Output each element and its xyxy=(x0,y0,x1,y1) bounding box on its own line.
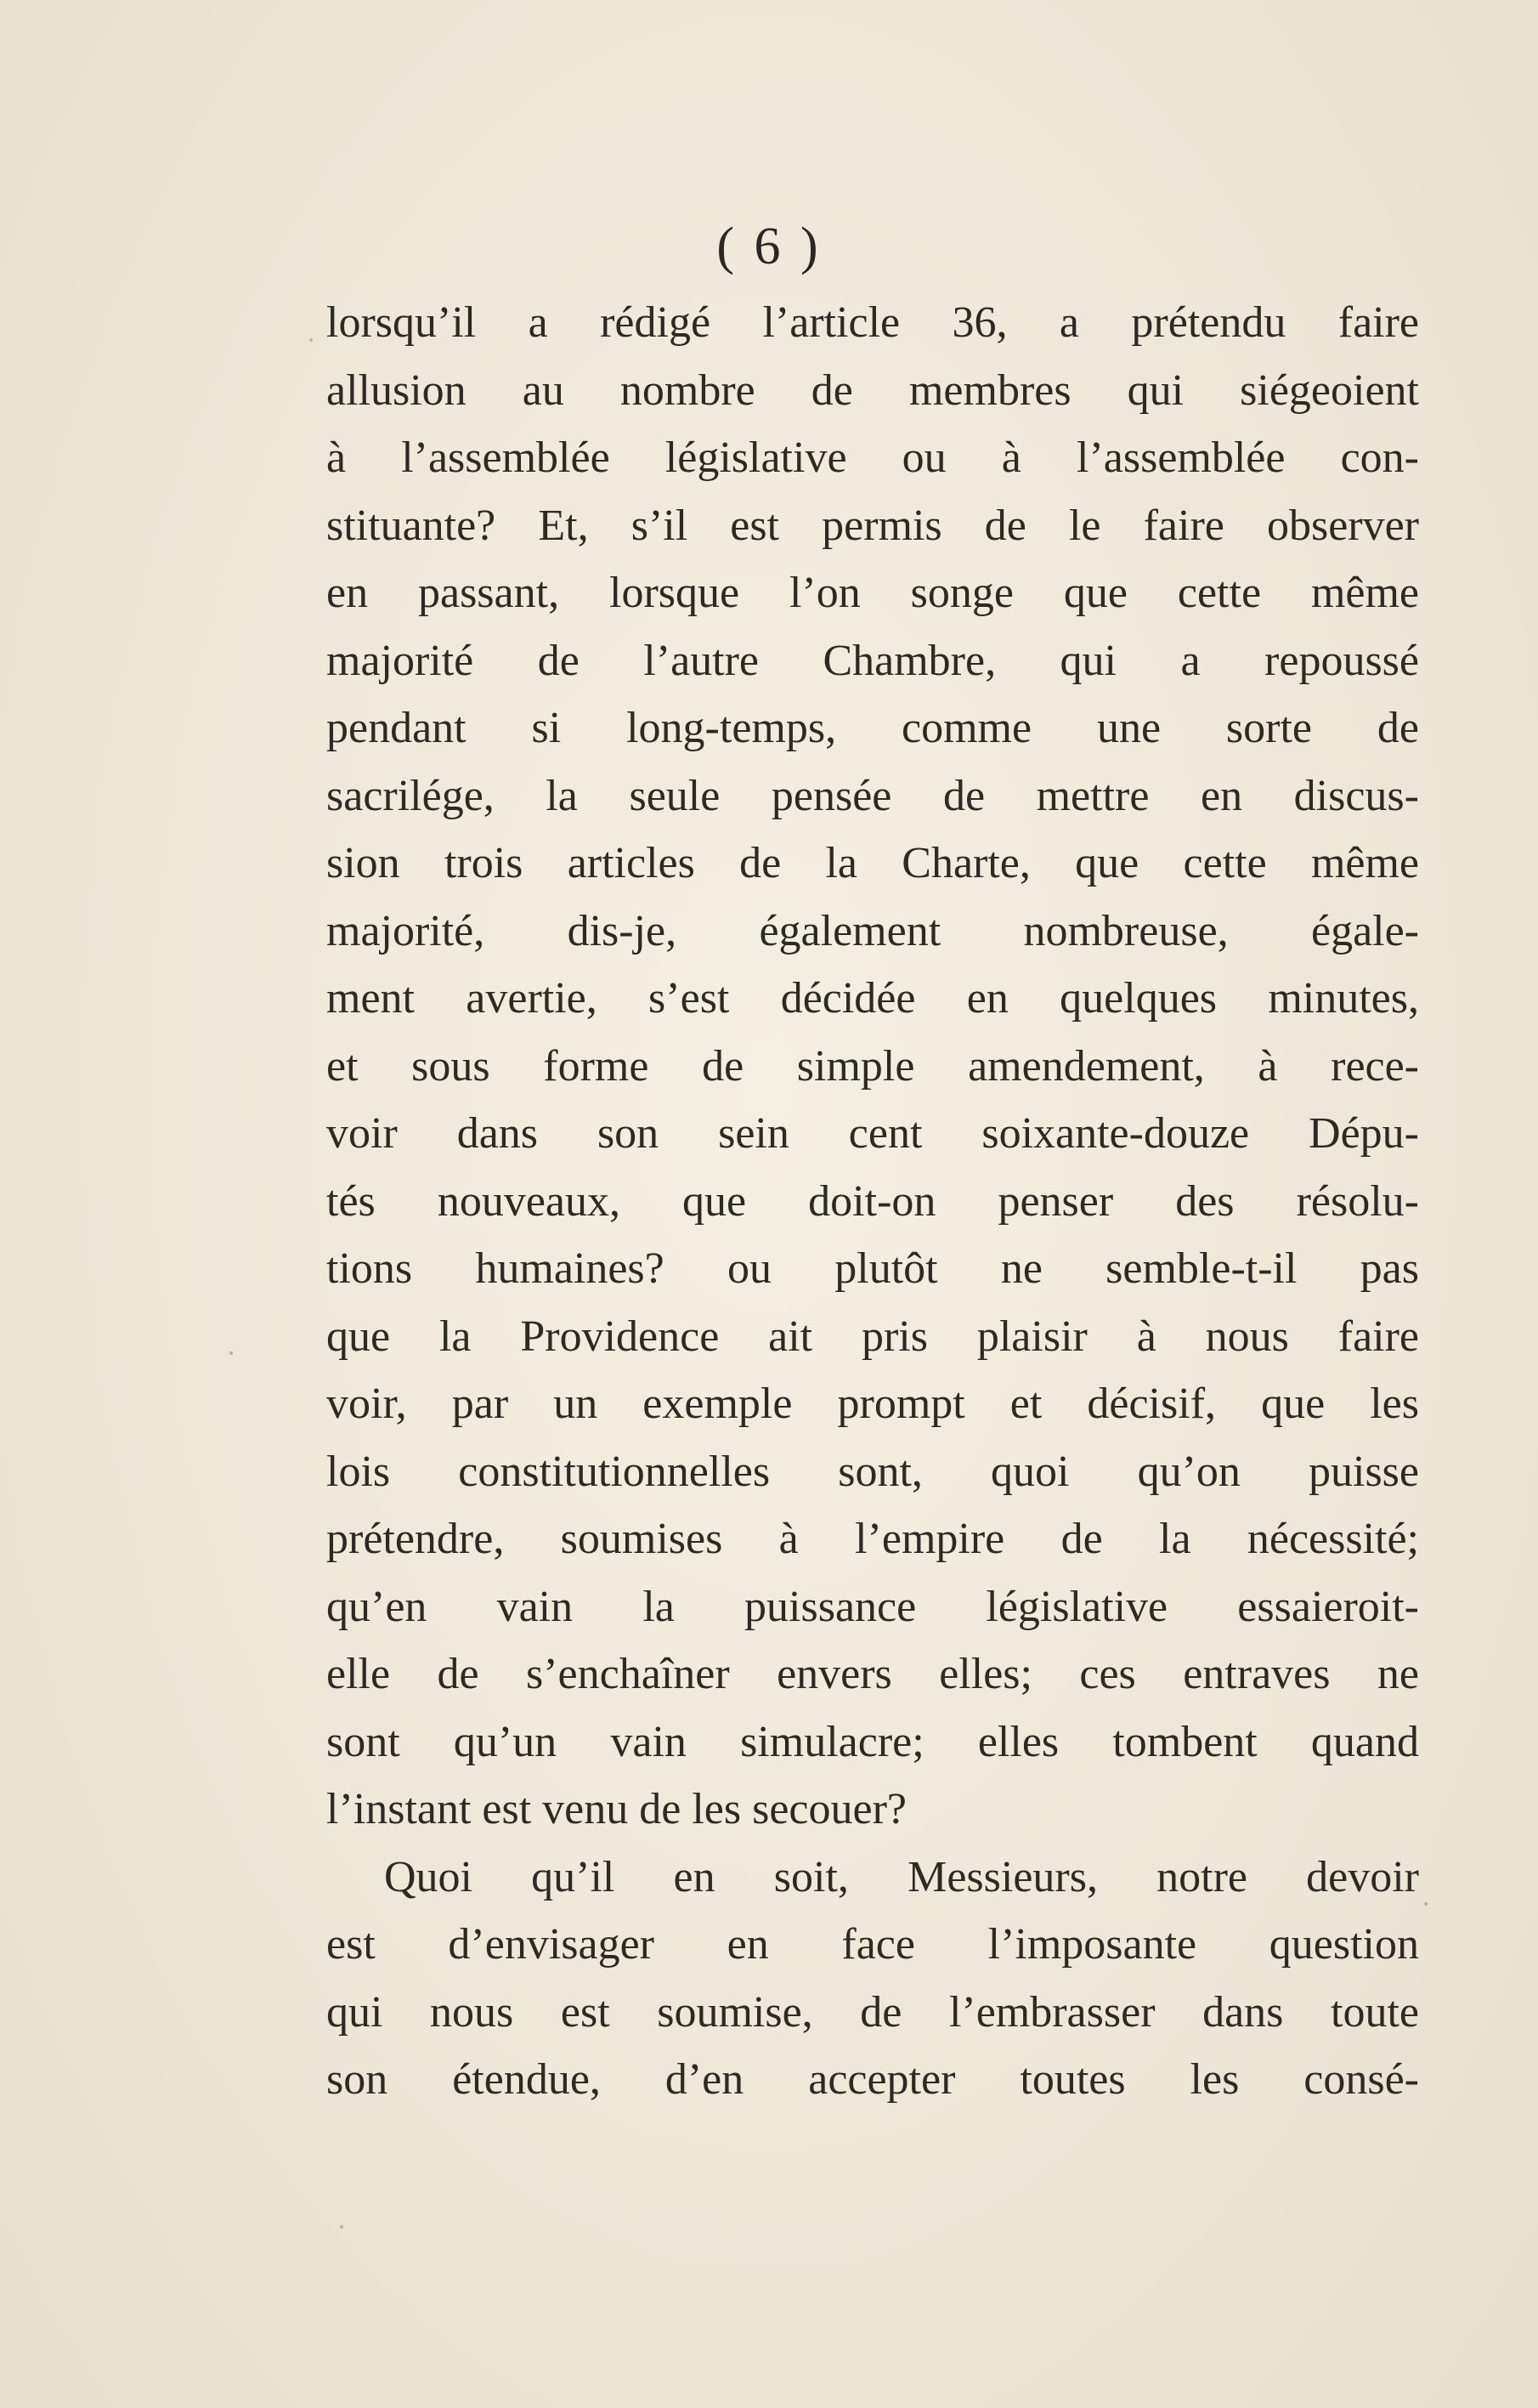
paper-speck xyxy=(229,1351,233,1355)
text-line: tés nouveaux, que doit-on penser des résolu- xyxy=(326,1176,1419,1226)
text-line: voir, par un exemple prompt et décisif, que les xyxy=(326,1380,1419,1428)
text-line: à l’assemblée législative ou à l’assemblée con- xyxy=(326,433,1419,482)
text-line: en passant, lorsque l’on songe que cette même xyxy=(326,569,1419,617)
text-line: sacrilége, la seule pensée de mettre en discus- xyxy=(326,771,1419,820)
text-line: son étendue, d’en accepter toutes les consé- xyxy=(326,2055,1419,2104)
paper-speck xyxy=(309,338,313,342)
text-line: ment avertie, s’est décidée en quelques minutes, xyxy=(326,974,1419,1023)
text-line: majorité, dis-je, également nombreuse, égale- xyxy=(326,906,1419,955)
text-line: l’instant est venu de les secouer? xyxy=(326,1785,907,1833)
text-line: prétendre, soumises à l’empire de la nécessité; xyxy=(326,1515,1419,1563)
text-line: elle de s’enchaîner envers elles; ces entraves ne xyxy=(326,1650,1419,1698)
paper-speck xyxy=(1424,1902,1428,1906)
text-line: stituante? Et, s’il est permis de le faire observer xyxy=(326,501,1419,550)
text-line: et sous forme de simple amendement, à rece- xyxy=(326,1041,1419,1091)
page-number: ( 6 ) xyxy=(716,218,822,275)
text-line: est d’envisager en face l’imposante question xyxy=(326,1920,1419,1969)
text-line: que la Providence ait pris plaisir à nous faire xyxy=(326,1312,1419,1361)
text-line: lois constitutionnelles sont, quoi qu’on puisse xyxy=(326,1447,1419,1496)
text-line: sont qu’un vain simulacre; elles tombent quand xyxy=(326,1717,1419,1766)
text-line: voir dans son sein cent soixante-douze Dépu- xyxy=(326,1109,1419,1158)
text-line: qui nous est soumise, de l’embrasser dans toute xyxy=(326,1987,1419,2037)
text-line: Quoi qu’il en soit, Messieurs, notre devoir xyxy=(384,1852,1419,1901)
text-line: sion trois articles de la Charte, que cette même xyxy=(326,839,1419,887)
text-line: tions humaines? ou plutôt ne semble-t-il pas xyxy=(326,1244,1419,1293)
text-line: qu’en vain la puissance législative essaieroit- xyxy=(326,1582,1419,1631)
text-line: lorsqu’il a rédigé l’article 36, a prétendu faire xyxy=(326,298,1419,347)
body-text xyxy=(326,289,1419,2114)
text-line: majorité de l’autre Chambre, qui a repoussé xyxy=(326,636,1419,685)
text-line: allusion au nombre de membres qui siégeoient xyxy=(326,365,1419,415)
text-line: pendant si long-temps, comme une sorte de xyxy=(326,704,1419,752)
paper-speck xyxy=(340,2225,343,2229)
